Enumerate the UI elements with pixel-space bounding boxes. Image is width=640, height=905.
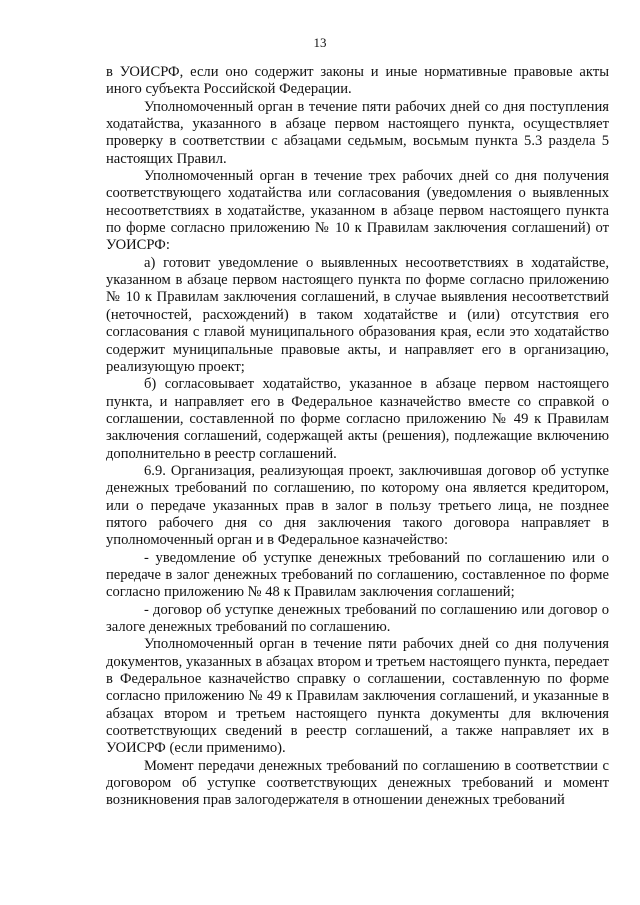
paragraph-list-item-contract: - договор об уступке денежных требований по соглашению или договор о залоге денежных требований по соглашению. <box>106 601 609 635</box>
paragraph-authority-transfer: Уполномоченный орган в течение пяти рабочих дней со дня получения документов, указанных в абзацах втором и третьем настоящего пункта, передает в Федеральное казначейство справку о соглашении, составленную по форме согласно приложению № 49 к Правилам заключения соглашений, и указанные в абзацах втором и третьем настоящего пункта документы для включения соответствующих сведений в реестр соглашений, а также направляет их в УОИСРФ (если применимо). <box>106 636 609 757</box>
paragraph-verification: Уполномоченный орган в течение пяти рабочих дней со дня поступления ходатайства, указанного в абзаце первом настоящего пункта, осуществляет проверку в соответствии с абзацами седьмым, восьмым пункта 5.3 раздела 5 настоящих Правил. <box>106 98 609 167</box>
paragraph-list-item-notice: - уведомление об уступке денежных требований по соглашению или о передаче в залог денежных требований по соглашению, составленное по форме согласно приложению № 48 к Правилам заключения соглашений; <box>106 549 609 601</box>
paragraph-item-a: а) готовит уведомление о выявленных несоответствиях в ходатайстве, указанном в абзаце первом настоящего пункта по форме согласно приложению № 10 к Правилам заключения соглашений, в случае выявления несоответствий (неточностей, расхождений) в таком ходатайстве и (или) отсутствия его согласования с главой муниципального образования края, если это ходатайство содержит муниципальные правовые акты, и направляет его в организацию, реализующую проект; <box>106 254 609 375</box>
page-number: 13 <box>313 35 327 50</box>
paragraph-item-b: б) согласовывает ходатайство, указанное в абзаце первом настоящего пункта, и направляет его в Федеральное казначейство вместе со справкой о соглашении, составленной по форме согласно приложению № 49 к Правилам заключения соглашений, содержащей акты (решения), подлежащие включению дополнительно в реестр соглашений. <box>106 376 609 462</box>
paragraph-clause-6-9: 6.9. Организация, реализующая проект, заключившая договор об уступке денежных требований по соглашению, по которому она является кредитором, или о передаче указанных прав в залог в пользу третьего лица, не позднее пятого рабочего дня со дня заключения такого договора направляет в уполномоченный орган и в Федеральное казначейство: <box>106 462 609 549</box>
paragraph-moment-of-transfer: Момент передачи денежных требований по соглашению в соответствии с договором об уступке соответствующих денежных требований и момент возникновения прав залогодержателя в отношении денежных требований <box>106 757 609 809</box>
paragraph-authority-actions: Уполномоченный орган в течение трех рабочих дней со дня получения соответствующего ходатайства или согласования (уведомления о выявленных несоответствиях в ходатайстве, указанном в абзаце первом настоящего пункта по форме согласно приложению № 10 к Правилам заключения соглашений) от УОИСРФ: <box>106 168 609 254</box>
paragraph-continuation: в УОИСРФ, если оно содержит законы и иные нормативные правовые акты иного субъекта Российской Федерации. <box>106 64 609 98</box>
document-body <box>106 64 609 810</box>
